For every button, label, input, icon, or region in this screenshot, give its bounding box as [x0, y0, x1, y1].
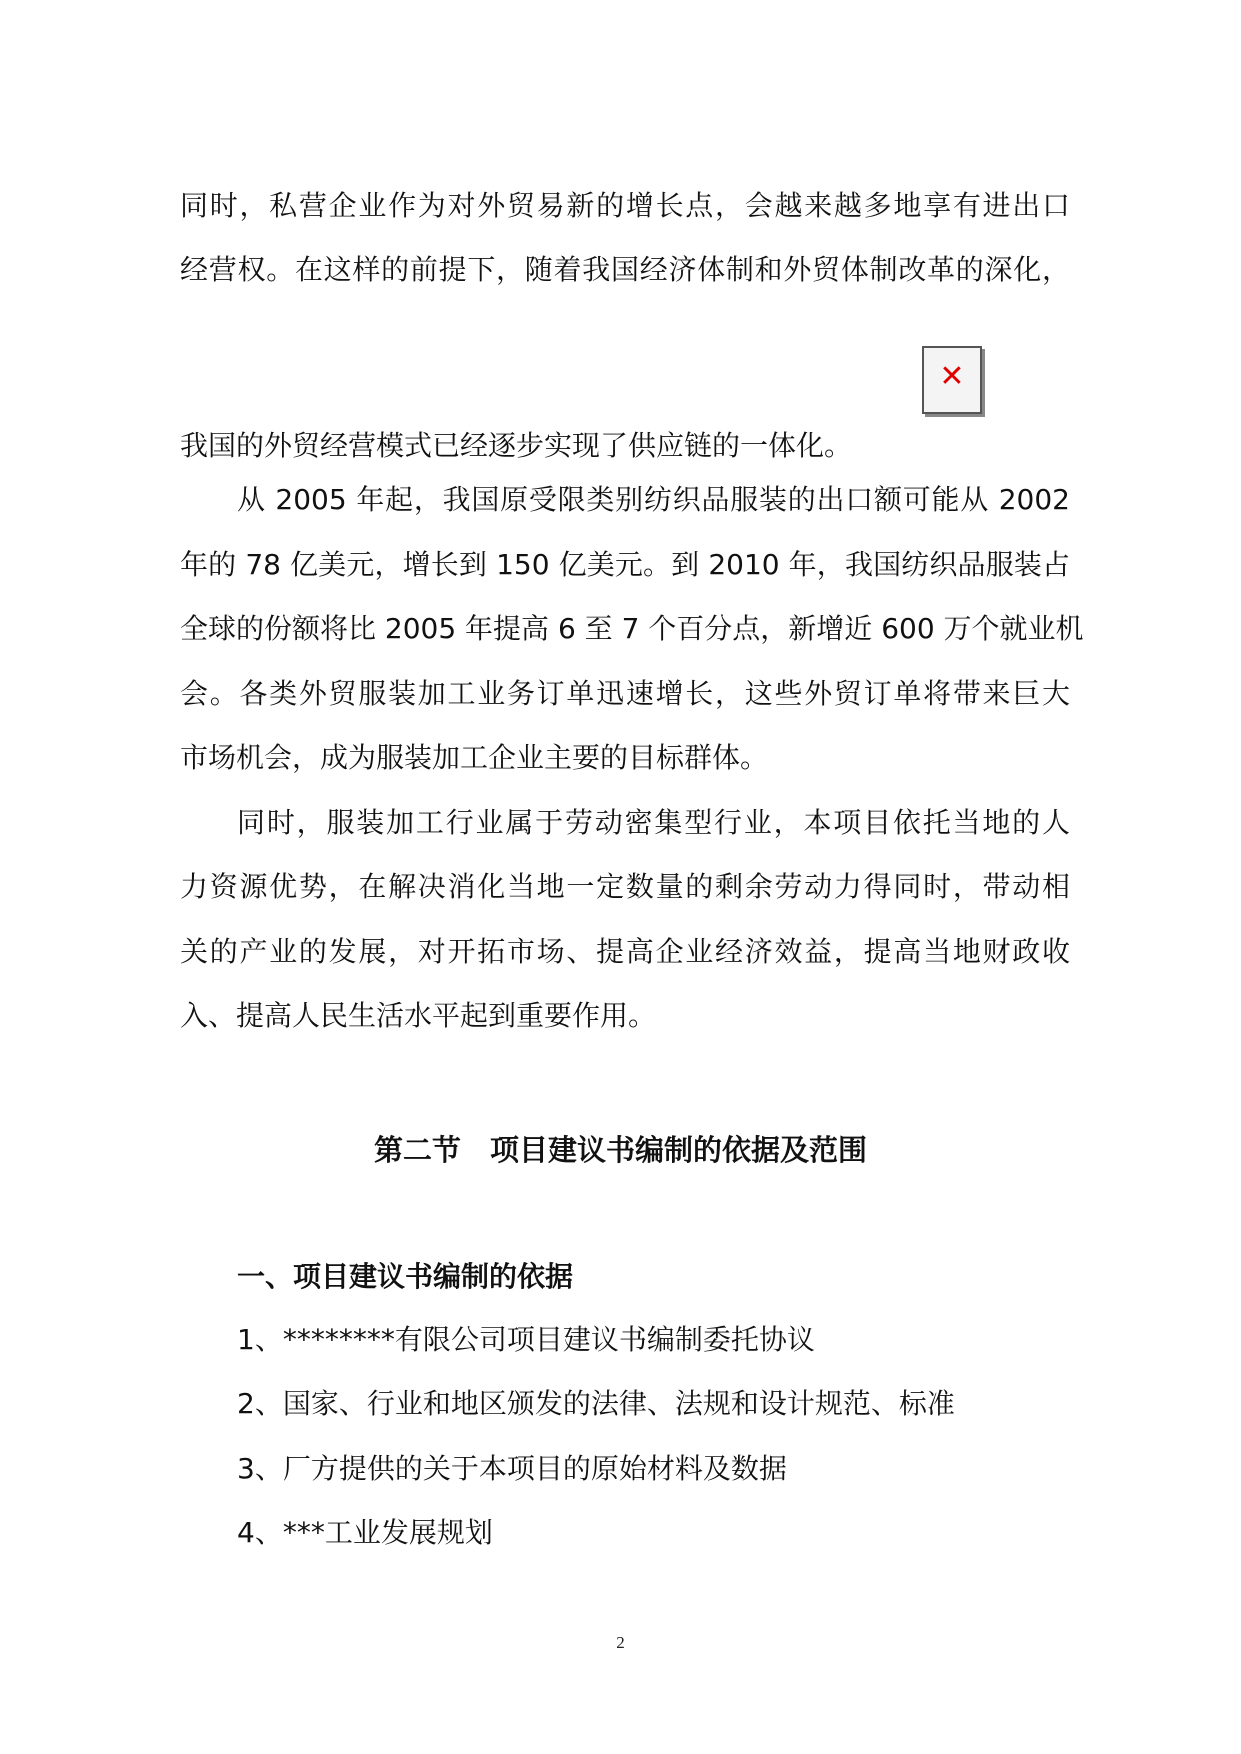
basis-list-item: 4、***工业发展规划 [237, 1516, 493, 1549]
paragraph3-line: 入、提高人民生活水平起到重要作用。 [180, 999, 657, 1032]
broken-image-glyph: ✕ [939, 359, 965, 394]
paragraph2-line: 市场机会，成为服装加工企业主要的目标群体。 [180, 741, 769, 774]
paragraph3-line: 同时，服装加工行业属于劳动密集型行业，本项目依托当地的人 [237, 806, 1070, 839]
basis-list-item: 1、********有限公司项目建议书编制委托协议 [237, 1323, 815, 1356]
paragraph2-line: 全球的份额将比 2005 年提高 6 至 7 个百分点，新增近 600 万个就业机 [180, 612, 1084, 645]
broken-image-icon [922, 346, 982, 414]
paragraph1-line: 同时，私营企业作为对外贸易新的增长点，会越来越多地享有进出口 [180, 189, 1070, 222]
basis-list-item: 2、国家、行业和地区颁发的法律、法规和设计规范、标准 [237, 1387, 955, 1420]
paragraph3-line: 关的产业的发展，对开拓市场、提高企业经济效益，提高当地财政收 [180, 935, 1070, 968]
paragraph1-line: 经营权。在这样的前提下，随着我国经济体制和外贸体制改革的深化， [180, 253, 1070, 286]
paragraph3-line: 力资源优势，在解决消化当地一定数量的剩余劳动力得同时，带动相 [180, 870, 1070, 903]
basis-list-item: 3、厂方提供的关于本项目的原始材料及数据 [237, 1452, 787, 1485]
page-number: 2 [616, 1633, 625, 1652]
paragraph1-line: 我国的外贸经营模式已经逐步实现了供应链的一体化。 [180, 429, 853, 462]
section-heading: 第二节 项目建议书编制的依据及范围 [373, 1133, 867, 1167]
paragraph2-line: 年的 78 亿美元，增长到 150 亿美元。到 2010 年，我国纺织品服装占 [180, 548, 1070, 581]
paragraph2-line: 会。各类外贸服装加工业务订单迅速增长，这些外贸订单将带来巨大 [180, 677, 1070, 710]
paragraph2-line: 从 2005 年起，我国原受限类别纺织品服装的出口额可能从 2002 [237, 483, 1070, 516]
subsection-heading: 一、项目建议书编制的依据 [237, 1260, 574, 1293]
